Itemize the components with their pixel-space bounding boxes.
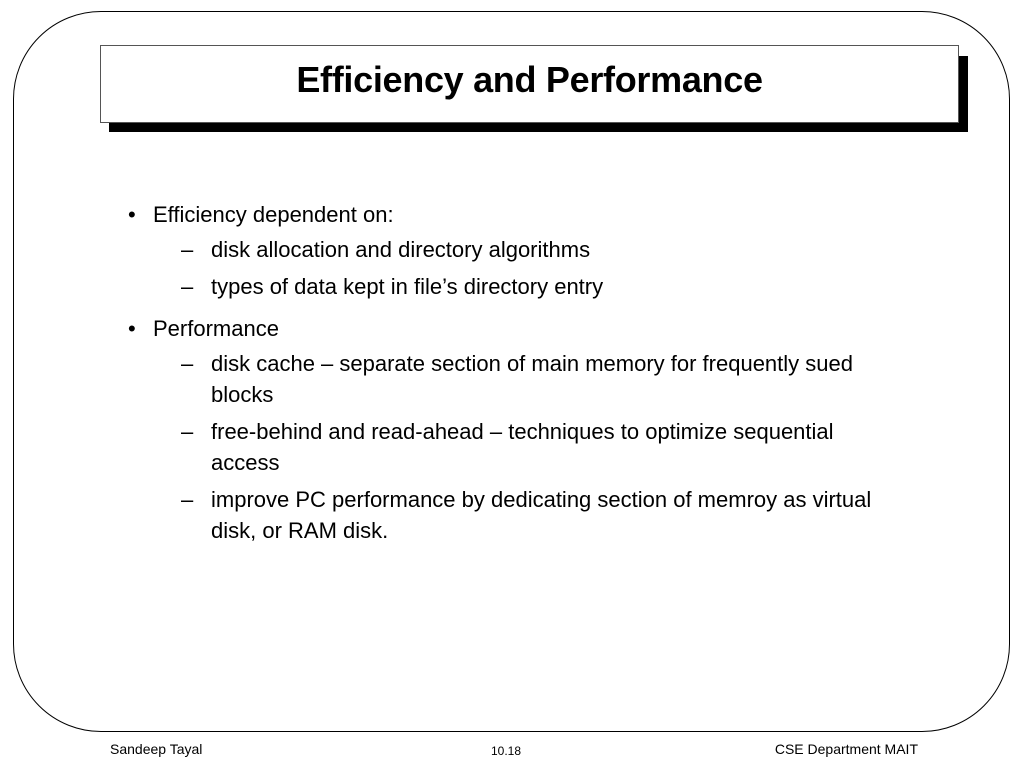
sub-item-text: disk cache – separate section of main memory for frequently sued blocks [211,351,853,407]
title-box [100,45,959,123]
slide-content [128,199,908,546]
dash-icon: – [181,487,194,512]
sub-item-text: improve PC performance by dedicating section of memroy as virtual disk, or RAM disk. [211,487,872,543]
bullet-text: Performance [153,316,279,341]
sub-list [153,234,908,302]
sub-item [153,484,908,546]
sub-list [153,348,908,546]
sub-item-text: types of data kept in file’s directory entry [211,274,604,299]
dash-icon: – [181,274,194,299]
sub-item-text: disk allocation and directory algorithms [211,237,591,262]
footer-department: CSE Department MAIT [774,741,918,757]
dash-icon: – [181,419,194,444]
sub-item [153,416,908,478]
sub-item [153,271,908,302]
bullet-dot-icon: • [128,316,136,341]
bullet-item [128,199,908,302]
dash-icon: – [181,351,194,376]
sub-item [153,234,908,265]
bullet-text: Efficiency dependent on: [153,202,394,227]
bullet-item [128,313,908,546]
footer-author: Sandeep Tayal [110,741,203,757]
bullet-dot-icon: • [128,202,136,227]
slide-title: Efficiency and Performance [296,59,763,100]
sub-item [153,348,908,410]
footer-page-number: 10.18 [491,744,522,758]
sub-item-text: free-behind and read-ahead – techniques to optimize sequential access [211,419,834,475]
dash-icon: – [181,237,194,262]
